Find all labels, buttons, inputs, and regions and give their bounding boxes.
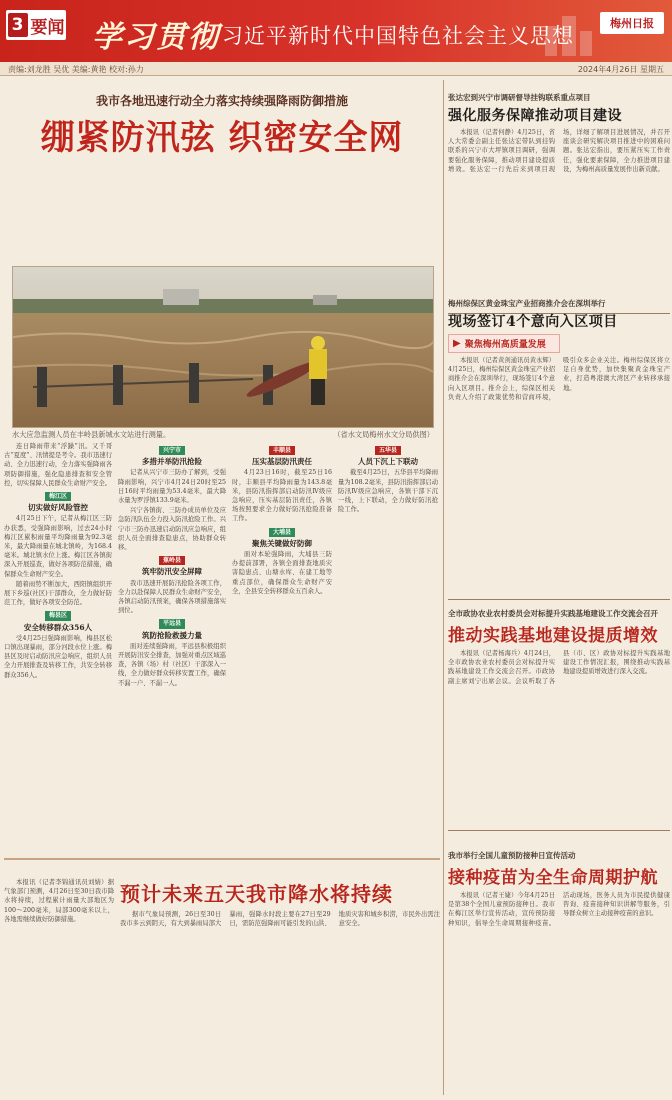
paragraph: 面对连续强降雨，平远县积极组织开展防汛安全排查，加强对重点区域巡查，各镇（场）村（社区）干部深入一线，全力做好群众转移安置工作，确保不漏一户、不漏一人。	[118, 642, 226, 687]
story-text: 本报讯（记者王婕）今年4月25日是第38个全国儿童预防接种日。我市在梅江区举行宣传活动，宣传预防接种知识，倡导全生命周期接种疫苗。活动现场，医务人员为市民提供健康咨询、疫苗接种知识讲解等服务，引导群众树立主动接种疫苗的意识。	[448, 892, 670, 927]
story-kicker: 张达宏到兴宁市调研督导挂钩联系重点项目	[448, 93, 591, 102]
editor-bar	[0, 62, 672, 76]
subhead-fengshun: 丰顺县 压实基层防汛责任	[252, 447, 312, 467]
paragraph: 4月23日16时，截至25日16时，丰顺县平均降雨量为143.8毫米，县防汛指挥部启动防汛Ⅳ级应急响应，压实基层防汛责任，各镇场按照要求全力做好防汛抢险准备工作。	[232, 469, 332, 523]
subhead-meijiang: 梅江区 切实做好风险管控	[28, 493, 88, 513]
story-practice-base	[448, 608, 670, 834]
story-divider	[448, 599, 670, 600]
weather-column-1	[4, 878, 114, 1093]
story-vaccination	[448, 850, 670, 1091]
article-column-4	[338, 442, 438, 942]
section-rule	[4, 858, 440, 860]
page-section-label: 要闻	[30, 17, 65, 38]
story-text: 本报讯（记者杨海兵）4月24日，全市政协农业农村委员会对标提升实践基地建设工作交流会召开。市政协副主席刘宁出席会议。会议听取了各县（市、区）政协对标提升实践基地建设工作情况汇报，围绕推动实践基地建设提质增效进行深入交流。	[448, 650, 670, 685]
subhead-meixian: 梅县区 安全转移群众356人	[23, 612, 93, 632]
column-divider	[443, 80, 444, 1095]
flag-icon: ▶	[453, 338, 461, 349]
page-title: 习近平新时代中国特色社会主义思想	[222, 24, 574, 48]
story-kicker: 我市举行全国儿童预防接种日宣传活动	[448, 851, 576, 860]
page-masthead	[0, 0, 672, 62]
paragraph: 4月25日下午，记者从梅江区三防办获悉，受强降雨影响，过去24小时梅江区累积雨量平均降雨量为92.3毫米，最大降雨量在城北镇岭，为168.4毫米。城北镇水位上涨。梅江区各镇街深入开展巡查，做好各项防范措施，确保群众生命财产安全。	[4, 515, 112, 578]
caption-text: 水大应急监测人员在丰岭县新城水文站进行测量。	[12, 430, 171, 439]
intro-paragraph: 连日降雨带来“浮躁”汛。又千哥古“夏度”、汛情提是考令。我市迅速行动、全力迅速行动，全力落实强降雨各项防御措施，强化隐患排查和安全管控，切实保障人民群众生命财产安全。	[4, 443, 112, 487]
story-text: 本报讯（记者何静）4月25日，省人大常委会副主任张达宏带队到挂钩联系的兴宁市大坪镇项目调研，强调要强化服务保障，推动项目建设提质增效。张达宏一行先后来到项目现场，详细了解项目进展情况，并召开座谈会研究解决项目推进中的困难问题。张达宏指出，要压紧压实工作责任，强化要素保障，全力推进项目建设，为梅州高质量发展作出新贡献。	[448, 129, 670, 173]
paragraph: 我市迅速开展防汛抢险各项工作，全力以赴保障人民群众生命财产安全，各镇启动防汛预案，确保各项措施落实到位。	[118, 579, 226, 615]
story-text: 本报讯（记者黄剑通讯员黄永辉）4月25日，梅州综保区黄金珠宝产业招商推介会在深圳举行，现场签订4个意向入区项目。推介会上，综保区相关负责人介绍了政策优势和营商环境，吸引众多企业关注。梅州综保区将立足自身优势，加快集聚黄金珠宝产业，打造粤港澳大湾区产业转移承接地。	[448, 357, 670, 401]
subhead-wuhua: 五华县 人员下沉上下联动	[358, 447, 418, 467]
page-section-tag	[6, 10, 66, 40]
calligraphy-heading: 学习贯彻	[92, 20, 220, 55]
story-headline: 强化服务保障推动项目建设	[448, 108, 622, 124]
subhead-jiaoling: 蕉岭县 筑牢防汛安全屏障	[142, 557, 202, 577]
column-logo: ▶ 聚焦梅州高质量发展	[448, 334, 560, 353]
feature-headline: 绷紧防汛弦 织密安全网	[40, 118, 404, 158]
story-bonded-zone	[448, 298, 670, 603]
paragraph: 本报讯（记者李锦通讯员刘婧）据气象部门预测，4月26日至30日我市降水将持续，过程累计雨量大部地区为100～200毫米，局部300毫米以上，各地需继续做好防御措施。	[4, 879, 114, 923]
paragraph: 受4月25日强降雨影响，梅县区松口镇出现暴雨，部分河段水位上涨。梅县区及时启动防汛应急响应，组织人员全力开展排查及转移工作，共安全转移群众356人。	[4, 634, 112, 679]
article-column-2	[118, 442, 226, 942]
subhead-xingning: 兴宁市 多措并举防汛抢险	[142, 447, 202, 467]
caption-credit: （省水文局梅州水文分局供图）	[333, 430, 434, 439]
story-kicker: 梅州综保区黄金珠宝产业招商推介会在深圳举行	[448, 299, 606, 308]
story-headline: 现场签订4个意向入区项目	[448, 314, 618, 330]
paragraph: 记者从兴宁市三防办了解到，受强降雨影响，兴宁市4月24日20时至25日16时平均雨量为53.4毫米，最大降水量为罗浮镇133.9毫米。	[118, 469, 226, 505]
subhead-dabu: 大埔县 聚焦关键做好防御	[252, 528, 312, 548]
newspaper-logo: 梅州日报	[600, 12, 664, 34]
weather-column-2	[120, 910, 440, 1090]
story-headline: 推动实践基地建设提质增效	[448, 626, 658, 646]
editor-credits: 责编:刘龙胜 吴优 美编:黄艳 校对:孙力	[8, 65, 144, 74]
story-project-service	[448, 92, 670, 317]
flood-photo	[12, 266, 434, 428]
story-divider	[448, 830, 670, 831]
story-kicker: 全市政协农业农村委员会对标提升实践基地建设工作交流会召开	[448, 609, 658, 618]
issue-date: 2024年4月26日 星期五	[577, 65, 664, 74]
paragraph: 据市气象局预测，26日至30日我市多云到阴天，有大到暴雨局部大暴雨，强降水时段主要在27日至29日，需防范强降雨可能引发的山洪、地质灾害和城乡积涝，市民外出需注意安全。	[120, 911, 440, 928]
paragraph: 面对本轮强降雨，大埔县三防办提前部署，各镇全面排查地质灾害隐患点、山塘水库、在建工地等重点部位，确保群众生命财产安全，全县安全转移群众五百余人。	[232, 551, 332, 595]
paragraph: 兴宁各镇街、三防办成员单位及应急防汛队伍全力投入防汛抢险工作。兴宁市三防办迅速启动防汛应急响应，组织人员全面排查隐患点，协助群众转移。	[118, 507, 226, 552]
flood-scene-image	[13, 267, 434, 428]
paragraph: 随着雨势不断加大，西阳镇组织开展下乡巡(社区)干部群众，全力做好防范工作，做好各项安全防范。	[4, 580, 112, 607]
article-column-3	[232, 442, 332, 942]
article-column-1	[4, 442, 112, 942]
subhead-pingyuan: 平远县 筑防抢险救援力量	[142, 620, 202, 640]
story-headline: 接种疫苗为全生命周期护航	[448, 868, 658, 888]
photo-caption	[12, 430, 434, 440]
weather-headline: 预计未来五天我市降水将持续	[120, 882, 393, 906]
feature-kicker: 我市各地迅速行动全力落实持续强降雨防御措施	[95, 94, 348, 108]
page-number: 3	[8, 13, 28, 37]
paragraph: 截至4月25日，五华县平均降雨量为108.2毫米，县防汛指挥部启动防汛Ⅳ级应急响应，各镇干部下沉一线，上下联动，全力做好防汛抢险工作。	[338, 469, 438, 514]
